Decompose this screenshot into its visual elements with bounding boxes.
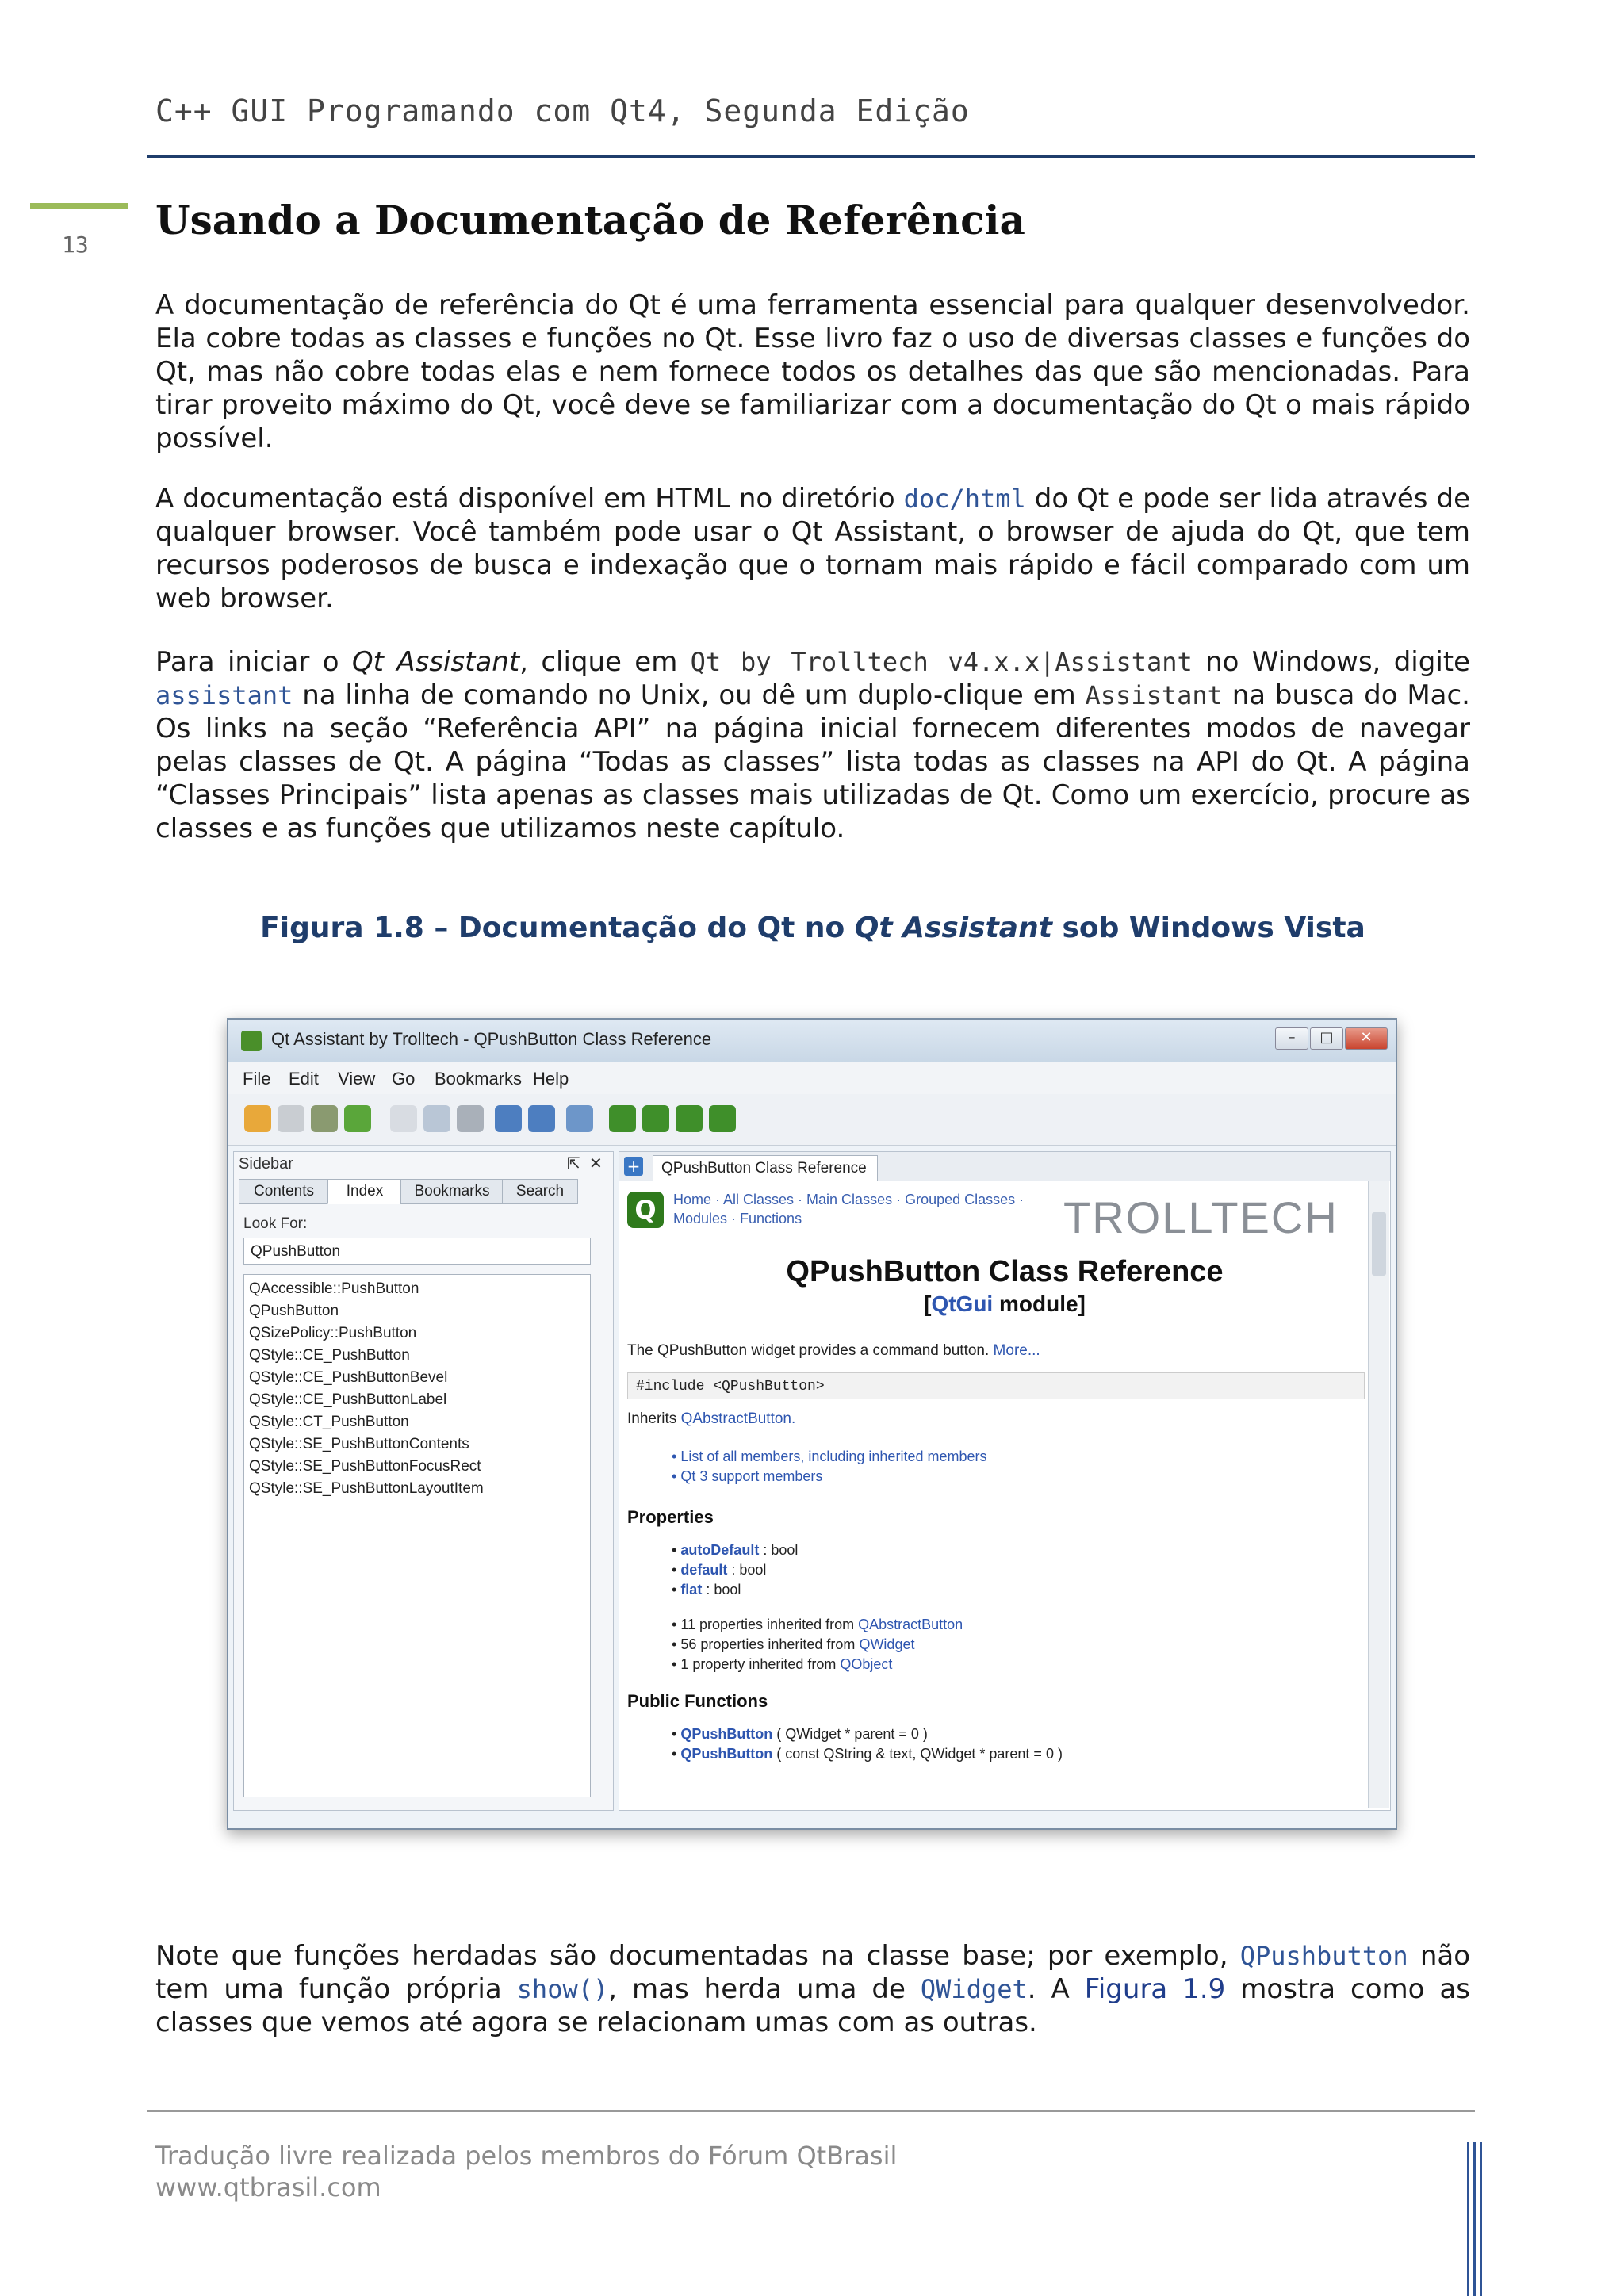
inherited-property-item: • 56 properties inherited from QWidget <box>672 1636 915 1652</box>
inherited-property-item: • 11 properties inherited from QAbstractButton <box>672 1617 963 1632</box>
nav-links-line-2[interactable]: Modules · Functions <box>673 1211 802 1226</box>
doc-module <box>619 1292 1390 1317</box>
paragraph-3-emphasis: Qt Assistant <box>351 646 520 678</box>
member-links <box>672 1447 986 1487</box>
tab-search[interactable]: Search <box>502 1179 578 1204</box>
code-show: show() <box>516 1974 609 2004</box>
list-item[interactable]: QStyle::CE_PushButtonLabel <box>249 1391 447 1408</box>
module-rest: module] <box>993 1292 1086 1316</box>
menu-bookmarks[interactable]: Bookmarks <box>435 1069 523 1089</box>
minimize-icon[interactable]: – <box>1275 1027 1308 1050</box>
inherited-text: 56 properties inherited from <box>680 1636 860 1652</box>
sidebar-title: Sidebar <box>239 1155 293 1173</box>
close-icon[interactable]: ✕ <box>1345 1027 1388 1050</box>
property-name[interactable]: flat <box>680 1582 703 1598</box>
property-type: : bool <box>759 1542 799 1558</box>
list-item[interactable]: QStyle::CE_PushButton <box>249 1347 410 1364</box>
inherits-line <box>627 1410 795 1428</box>
functions-list <box>672 1724 1063 1764</box>
list-item[interactable]: QSizePolicy::PushButton <box>249 1325 417 1341</box>
doc-scrollbar[interactable] <box>1368 1181 1389 1808</box>
property-type: : bool <box>702 1582 741 1598</box>
properties-list <box>672 1540 798 1600</box>
book-icon-1[interactable] <box>609 1105 636 1132</box>
all-members-link[interactable]: • List of all members, including inherited members <box>672 1448 987 1464</box>
footer-decoration <box>1467 2142 1489 2296</box>
caption-text-b: sob Windows Vista <box>1051 912 1365 944</box>
forward-icon[interactable] <box>278 1105 304 1132</box>
doc-content-pane <box>619 1151 1391 1811</box>
code-assistant-mac: Assistant <box>1085 680 1223 710</box>
zoom-in-icon[interactable] <box>495 1105 522 1132</box>
property-name[interactable]: default <box>680 1562 728 1578</box>
code-qpushbutton: QPushbutton <box>1239 1941 1408 1971</box>
code-menu-path: Qt by Trolltech v4.x.x|Assistant <box>690 647 1193 677</box>
inherited-text: 11 properties inherited from <box>680 1617 859 1632</box>
sync-icon[interactable] <box>344 1105 371 1132</box>
paragraph-4-text-a: Note que funções herdadas são documentadas na classe base; por exemplo, <box>155 1940 1240 1972</box>
qt3-support-text[interactable]: Qt 3 support members <box>680 1468 823 1484</box>
add-tab-icon[interactable]: + <box>624 1157 643 1176</box>
code-qwidget: QWidget <box>920 1974 1028 2004</box>
maximize-icon[interactable]: □ <box>1310 1027 1343 1050</box>
tab-contents[interactable]: Contents <box>239 1179 329 1204</box>
function-item: • QPushButton ( const QString & text, QWidget * parent = 0 ) <box>672 1746 1063 1762</box>
zoom-out-icon[interactable] <box>528 1105 555 1132</box>
trolltech-logo: TROLLTECH <box>1063 1192 1339 1242</box>
qt3-support-link[interactable]: • Qt 3 support members <box>672 1468 823 1484</box>
paragraph-4-text-c: , mas herda uma de <box>608 1973 921 2005</box>
tab-bookmarks[interactable]: Bookmarks <box>400 1179 504 1204</box>
menubar <box>228 1062 1396 1094</box>
list-item[interactable]: QStyle::CT_PushButton <box>249 1414 409 1430</box>
doc-tabbar <box>619 1152 1390 1181</box>
running-header: C++ GUI Programando com Qt4, Segunda Edição <box>155 94 970 128</box>
copy-icon[interactable] <box>390 1105 417 1132</box>
qt-assistant-screenshot <box>227 1018 1397 1830</box>
window-title: Qt Assistant by Trolltech - QPushButton Class Reference <box>271 1029 712 1049</box>
doc-intro <box>627 1342 1040 1360</box>
function-args: ( QWidget * parent = 0 ) <box>772 1726 928 1742</box>
look-for-label: Look For: <box>243 1215 308 1232</box>
toolbar <box>228 1094 1396 1146</box>
paragraph-3-text-e: na busca do Mac. Os links na seção “Referência API” na página inicial fornecem diferentes modos de navegar pelas classes de Qt. A página “Todas as classes” lista todas as classes na API do Qt. A página “Classes Principais” lista apenas as classes mais utilizadas de Qt. Como um exercício, procure as classes e as funções que utilizamos neste capítulo. <box>155 679 1470 844</box>
paragraph-4-text-e: mostra como as classes que vemos até agora se relacionam umas com as outras. <box>155 1973 1470 2038</box>
home-icon[interactable] <box>311 1105 338 1132</box>
inherited-text: 1 property inherited from <box>680 1656 841 1672</box>
paragraph-3-text-b: , clique em <box>519 646 691 678</box>
function-item: • QPushButton ( QWidget * parent = 0 ) <box>672 1726 928 1742</box>
inherited-link[interactable]: QWidget <box>859 1636 915 1652</box>
inherits-label: Inherits <box>627 1410 681 1427</box>
list-item[interactable]: QStyle::SE_PushButtonFocusRect <box>249 1458 481 1475</box>
figure-1-9-link[interactable]: Figura 1.9 <box>1084 1973 1226 2005</box>
list-item[interactable]: QStyle::SE_PushButtonContents <box>249 1436 469 1452</box>
paragraph-3-text-a: Para iniciar o <box>155 646 352 678</box>
more-link[interactable]: More... <box>993 1342 1040 1359</box>
inherited-property-item: • 1 property inherited from QObject <box>672 1656 893 1672</box>
paragraph-3-text-c: no Windows, digite <box>1192 646 1471 678</box>
page-tab-marker <box>30 203 128 209</box>
property-item: • flat : bool <box>672 1582 741 1598</box>
back-icon[interactable] <box>244 1105 271 1132</box>
book-icon-3[interactable] <box>676 1105 703 1132</box>
app-icon <box>241 1031 262 1051</box>
paragraph-1: A documentação de referência do Qt é uma ferramenta essencial para qualquer desenvolvedor. Ela cobre todas as classes e funções no Qt. Esse livro faz o uso de diversas classes e funções do Qt, mas não cobre todas elas e nem fornece todos os detalhes das que são mencionadas. Para tirar proveito máximo do Qt, você deve se familiarizar com a documentação do Qt o mais rápido possível. <box>155 289 1470 454</box>
paragraph-3 <box>155 645 1470 845</box>
code-doc-html: doc/html <box>903 484 1026 514</box>
book-icon-2[interactable] <box>642 1105 669 1132</box>
module-link[interactable]: QtGui <box>931 1292 994 1316</box>
property-type: : bool <box>727 1562 767 1578</box>
inherits-link[interactable]: QAbstractButton. <box>680 1410 796 1427</box>
paragraph-2 <box>155 482 1470 615</box>
public-functions-heading: Public Functions <box>627 1691 768 1711</box>
paragraph-2-text-a: A documentação está disponível em HTML no diretório <box>155 483 904 515</box>
book-icon-4[interactable] <box>709 1105 736 1132</box>
property-item: • default : bool <box>672 1562 767 1578</box>
paragraph-3-text-d: na linha de comando no Unix, ou dê um duplo-clique em <box>293 679 1086 711</box>
function-name[interactable]: QPushButton <box>680 1746 773 1762</box>
look-for-input[interactable]: QPushButton <box>243 1238 591 1265</box>
paragraph-4-text-d: . A <box>1027 1973 1085 2005</box>
qt-logo: Q <box>627 1192 664 1228</box>
intro-text: The QPushButton widget provides a command button. <box>627 1342 994 1359</box>
caption-text-a: Figura 1.8 – Documentação do Qt no <box>260 912 855 944</box>
sidebar <box>233 1151 614 1811</box>
all-members-text[interactable]: List of all members, including inherited members <box>680 1448 987 1464</box>
scroll-thumb[interactable] <box>1372 1212 1386 1276</box>
caption-emphasis: Qt Assistant <box>854 912 1052 944</box>
sidebar-close-icon[interactable]: ✕ <box>589 1154 603 1173</box>
inherited-properties-list <box>672 1615 963 1674</box>
function-name[interactable]: QPushButton <box>680 1726 773 1742</box>
menu-edit[interactable]: Edit <box>289 1069 319 1089</box>
index-list[interactable] <box>243 1274 591 1797</box>
list-item[interactable]: QPushButton <box>249 1303 339 1319</box>
paragraph-4 <box>155 1939 1470 2039</box>
list-item[interactable]: QStyle::CE_PushButtonBevel <box>249 1369 448 1386</box>
menu-file[interactable]: File <box>243 1069 271 1089</box>
menu-help[interactable]: Help <box>533 1069 569 1089</box>
list-item[interactable]: QStyle::SE_PushButtonLayoutItem <box>249 1480 484 1497</box>
window-titlebar <box>228 1020 1396 1063</box>
paragraph-2-text-b: do Qt e pode ser lida através de qualquer browser. Você também pode usar o Qt Assistant, o browser de ajuda do Qt, que tem recursos poderosos de busca e indexação que o tornam mais rápido e fácil comparado com um web browser. <box>155 483 1470 614</box>
code-assistant-command: assistant <box>155 680 293 710</box>
properties-heading: Properties <box>627 1507 714 1527</box>
find-icon[interactable] <box>423 1105 450 1132</box>
footer-rule <box>147 2110 1475 2112</box>
tab-index[interactable]: Index <box>327 1179 402 1204</box>
module-bracket: [ <box>924 1292 932 1316</box>
doc-title: QPushButton Class Reference <box>786 1255 1224 1288</box>
property-name[interactable]: autoDefault <box>680 1542 760 1558</box>
inherited-link[interactable]: QAbstractButton <box>858 1617 963 1632</box>
nav-links-line-1[interactable]: Home · All Classes · Main Classes · Grouped Classes · <box>673 1192 1025 1207</box>
header-rule <box>147 155 1475 158</box>
menu-go[interactable]: Go <box>392 1069 416 1089</box>
nav-links <box>673 1190 1054 1228</box>
undock-icon[interactable]: ⇱ <box>567 1154 580 1173</box>
print-icon[interactable] <box>457 1105 484 1132</box>
page-number: 13 <box>62 232 89 258</box>
doc-tab[interactable]: QPushButton Class Reference <box>653 1155 878 1181</box>
whats-this-icon[interactable] <box>566 1105 593 1132</box>
property-item: • autoDefault : bool <box>672 1542 799 1558</box>
figure-caption <box>155 912 1470 944</box>
section-title: Usando a Documentação de Referência <box>155 197 1025 243</box>
footer-credit: Tradução livre realizada pelos membros do Fórum QtBrasil <box>155 2141 898 2171</box>
include-code: #include <QPushButton> <box>627 1372 1365 1399</box>
function-args: ( const QString & text, QWidget * parent = 0 ) <box>772 1746 1063 1762</box>
menu-view[interactable]: View <box>338 1069 376 1089</box>
inherited-link[interactable]: QObject <box>840 1656 893 1672</box>
footer-url[interactable]: www.qtbrasil.com <box>155 2172 381 2202</box>
list-item[interactable]: QAccessible::PushButton <box>249 1280 419 1297</box>
paragraph-4-text-b: não tem uma função própria <box>155 1940 1470 2005</box>
